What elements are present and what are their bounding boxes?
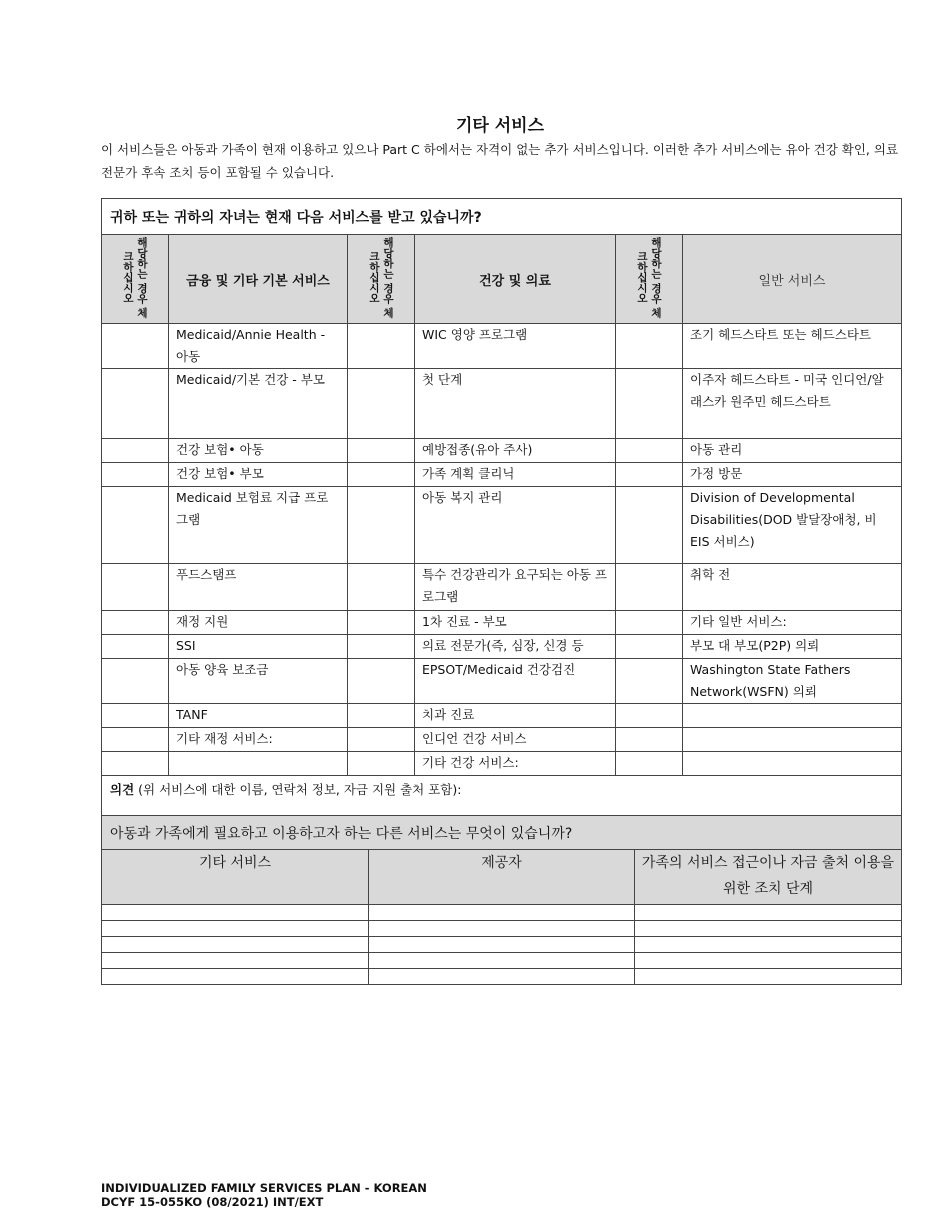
general-service-cell	[683, 728, 902, 752]
services-question: 귀하 또는 귀하의 자녀는 현재 다음 서비스를 받고 있습니까?	[102, 199, 902, 235]
table-row	[102, 564, 902, 611]
health-service-cell: 첫 단계	[415, 369, 616, 439]
provider-cell[interactable]	[369, 953, 635, 969]
table-row	[102, 937, 902, 953]
general-check-box[interactable]	[616, 324, 683, 369]
other-services-table	[101, 815, 902, 985]
financial-service-cell: 재정 지원	[169, 611, 348, 635]
general-check-box[interactable]	[616, 728, 683, 752]
check-header: 해당하는 경우 체크하십시오	[348, 235, 415, 324]
services-table	[101, 198, 902, 830]
other-service-cell[interactable]	[102, 969, 369, 985]
health-check-box[interactable]	[348, 704, 415, 728]
intro-paragraph: 이 서비스들은 아동과 가족이 현재 이용하고 있으나 Part C 하에서는 자격이 없는 추가 서비스입니다. 이러한 추가 서비스에는 유아 건강 확인, 의료 전문가 후속 조치 등이 포함될 수 있습니다.	[101, 142, 899, 180]
financial-check-box[interactable]	[102, 564, 169, 611]
check-header: 해당하는 경우 체크하십시오	[616, 235, 683, 324]
comment-hint: (위 서비스에 대한 이름, 연락처 정보, 자금 지원 출처 포함):	[138, 782, 462, 797]
table-row	[102, 953, 902, 969]
health-service-cell: 1차 진료 - 부모	[415, 611, 616, 635]
general-check-box[interactable]	[616, 611, 683, 635]
financial-service-cell: 건강 보험• 부모	[169, 463, 348, 487]
table-row	[102, 659, 902, 704]
health-check-box[interactable]	[348, 659, 415, 704]
general-service-cell: 조기 헤드스타트 또는 헤드스타트	[683, 324, 902, 369]
financial-check-box[interactable]	[102, 659, 169, 704]
health-check-box[interactable]	[348, 324, 415, 369]
financial-service-cell: SSI	[169, 635, 348, 659]
financial-service-cell: 푸드스탬프	[169, 564, 348, 611]
financial-service-cell: Medicaid 보험료 지급 프로그램	[169, 487, 348, 564]
action-steps-cell[interactable]	[635, 953, 902, 969]
financial-check-box[interactable]	[102, 635, 169, 659]
financial-service-cell: 아동 양육 보조금	[169, 659, 348, 704]
financial-service-cell: Medicaid/기본 건강 - 부모	[169, 369, 348, 439]
health-check-box[interactable]	[348, 728, 415, 752]
table-row	[102, 611, 902, 635]
general-check-box[interactable]	[616, 564, 683, 611]
table-row	[102, 728, 902, 752]
table-row	[102, 463, 902, 487]
health-service-cell: 치과 진료	[415, 704, 616, 728]
table-row	[102, 752, 902, 776]
financial-check-box[interactable]	[102, 324, 169, 369]
health-service-cell: 인디언 건강 서비스	[415, 728, 616, 752]
general-check-box[interactable]	[616, 439, 683, 463]
general-service-cell: Washington State Fathers Network(WSFN) 의뢰	[683, 659, 902, 704]
health-header: 건강 및 의료	[415, 235, 616, 324]
financial-check-box[interactable]	[102, 704, 169, 728]
other-service-cell[interactable]	[102, 937, 369, 953]
other-service-cell[interactable]	[102, 905, 369, 921]
financial-service-cell: 기타 재정 서비스:	[169, 728, 348, 752]
financial-service-cell: 건강 보험• 아동	[169, 439, 348, 463]
health-check-box[interactable]	[348, 487, 415, 564]
financial-check-box[interactable]	[102, 752, 169, 776]
general-service-cell: 아동 관리	[683, 439, 902, 463]
health-check-box[interactable]	[348, 463, 415, 487]
health-service-cell: EPSOT/Medicaid 건강검진	[415, 659, 616, 704]
general-service-cell: 가정 방문	[683, 463, 902, 487]
footer-title: INDIVIDUALIZED FAMILY SERVICES PLAN - KOREAN	[101, 1181, 427, 1195]
financial-service-cell	[169, 752, 348, 776]
health-check-box[interactable]	[348, 752, 415, 776]
financial-check-box[interactable]	[102, 369, 169, 439]
financial-check-box[interactable]	[102, 463, 169, 487]
health-service-cell: 기타 건강 서비스:	[415, 752, 616, 776]
financial-check-box[interactable]	[102, 487, 169, 564]
health-service-cell: 특수 건강관리가 요구되는 아동 프로그램	[415, 564, 616, 611]
general-check-box[interactable]	[616, 463, 683, 487]
general-check-box[interactable]	[616, 752, 683, 776]
health-service-cell: 의료 전문가(즉, 심장, 신경 등	[415, 635, 616, 659]
financial-service-cell: TANF	[169, 704, 348, 728]
action-steps-cell[interactable]	[635, 969, 902, 985]
table-row	[102, 921, 902, 937]
general-service-cell: Division of Developmental Disabilities(DOD 발달장애청, 비 EIS 서비스)	[683, 487, 902, 564]
other-service-header: 기타 서비스	[102, 850, 369, 905]
other-service-cell[interactable]	[102, 921, 369, 937]
table-row	[102, 704, 902, 728]
health-check-box[interactable]	[348, 611, 415, 635]
table-row	[102, 969, 902, 985]
form-number: DCYF 15-055KO (08/2021) INT/EXT	[101, 1195, 324, 1209]
health-service-cell: 가족 계획 클리닉	[415, 463, 616, 487]
general-service-cell: 이주자 헤드스타트 - 미국 인디언/알래스카 원주민 헤드스타트	[683, 369, 902, 439]
table-row	[102, 487, 902, 564]
provider-header: 제공자	[369, 850, 635, 905]
other-services-question: 아동과 가족에게 필요하고 이용하고자 하는 다른 서비스는 무엇이 있습니까?	[102, 816, 902, 850]
provider-cell[interactable]	[369, 905, 635, 921]
table-row	[102, 635, 902, 659]
health-service-cell: WIC 영양 프로그램	[415, 324, 616, 369]
table-row	[102, 369, 902, 439]
health-service-cell: 예방접종(유아 주사)	[415, 439, 616, 463]
other-service-cell[interactable]	[102, 953, 369, 969]
comment-label: 의견	[110, 782, 135, 797]
action-steps-header: 가족의 서비스 접근이나 자금 출처 이용을 위한 조치 단계	[635, 850, 902, 905]
general-service-cell: 기타 일반 서비스:	[683, 611, 902, 635]
general-check-box[interactable]	[616, 659, 683, 704]
general-check-box[interactable]	[616, 487, 683, 564]
health-service-cell: 아동 복지 관리	[415, 487, 616, 564]
provider-cell[interactable]	[369, 969, 635, 985]
health-check-box[interactable]	[348, 635, 415, 659]
action-steps-cell[interactable]	[635, 921, 902, 937]
financial-header: 금융 및 기타 기본 서비스	[169, 235, 348, 324]
general-service-cell: 부모 대 부모(P2P) 의뢰	[683, 635, 902, 659]
financial-check-box[interactable]	[102, 728, 169, 752]
general-check-box[interactable]	[616, 369, 683, 439]
health-check-box[interactable]	[348, 564, 415, 611]
action-steps-cell[interactable]	[635, 905, 902, 921]
table-row	[102, 439, 902, 463]
financial-check-box[interactable]	[102, 439, 169, 463]
general-check-box[interactable]	[616, 704, 683, 728]
general-service-cell	[683, 704, 902, 728]
general-service-cell	[683, 752, 902, 776]
financial-service-cell: Medicaid/Annie Health - 아동	[169, 324, 348, 369]
page-title: 기타 서비스	[455, 116, 545, 136]
table-row	[102, 324, 902, 369]
form-footer	[101, 1181, 427, 1209]
general-service-cell: 취학 전	[683, 564, 902, 611]
general-header: 일반 서비스	[683, 235, 902, 324]
general-check-box[interactable]	[616, 635, 683, 659]
action-steps-cell[interactable]	[635, 937, 902, 953]
provider-cell[interactable]	[369, 921, 635, 937]
financial-check-box[interactable]	[102, 611, 169, 635]
check-header: 해당하는 경우 체크하십시오	[102, 235, 169, 324]
health-check-box[interactable]	[348, 369, 415, 439]
table-row	[102, 905, 902, 921]
provider-cell[interactable]	[369, 937, 635, 953]
health-check-box[interactable]	[348, 439, 415, 463]
